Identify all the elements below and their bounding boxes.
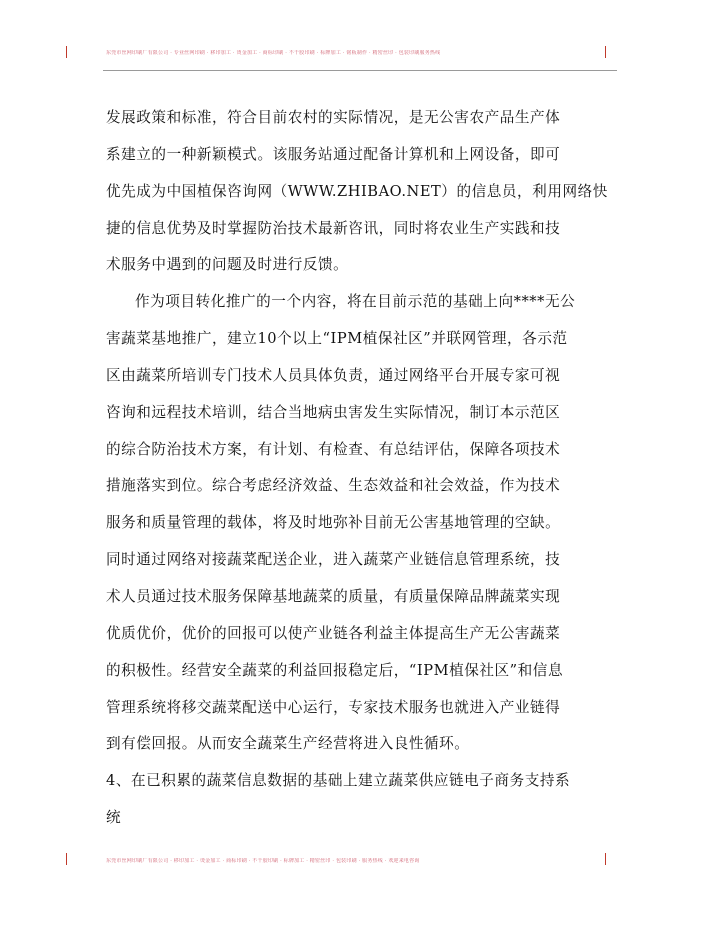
body-line: 的综合防治技术方案，有计划、有检查、有总结评估，保障各项技术 (106, 440, 561, 458)
body-line: 措施落实到位。综合考虑经济效益、生态效益和社会效益，作为技术 (106, 477, 561, 495)
body-line: 优先成为中国植保咨询网（WWW.ZHIBAO.NET）的信息员，利用网络快 (106, 182, 608, 200)
body-line: 咨询和远程技术培训，结合当地病虫害发生实际情况，制订本示范区 (106, 403, 561, 421)
body-line: 作为项目转化推广的一个内容，将在目前示范的基础上向****无公 (135, 293, 576, 311)
body-line: 优质优价，优价的回报可以使产业链各利益主体提高生产无公害蔬菜 (106, 624, 561, 642)
document-body (106, 104, 612, 841)
header-rule (103, 70, 617, 71)
body-line: 服务和质量管理的载体，将及时地弥补目前无公害基地管理的空缺。 (106, 514, 561, 532)
body-line: 系建立的一种新颖模式。该服务站通过配备计算机和上网设备，即可 (106, 145, 561, 163)
header-banner: 东莞市丝网印刷厂有限公司 · 专业丝网印刷 · 移印加工 · 烫金加工 · 商标印刷 · 不干胶印刷 · 标牌加工 · 铭板制作 · 精密丝印 · 包装印刷服务热线 (106, 50, 441, 56)
body-line: 同时通过网络对接蔬菜配送企业，进入蔬菜产业链信息管理系统，技 (106, 551, 561, 569)
footer-banner: 东莞市丝网印刷厂有限公司 · 移印加工 · 烫金加工 · 商标印刷 · 不干胶印刷 · 标牌加工 · 精密丝印 · 包装印刷 · 服务热线 · 欢迎来电咨询 (106, 858, 420, 864)
header-corner-mark-left (66, 46, 67, 58)
body-line: 捷的信息优势及时掌握防治技术最新咨讯，同时将农业生产实践和技 (106, 219, 561, 237)
body-line: 害蔬菜基地推广，建立10个以上“IPM植保社区”并联网管理，各示范 (106, 330, 568, 348)
footer-corner-mark-right (605, 853, 606, 865)
numbered-heading-line: 4、在已积累的蔬菜信息数据的基础上建立蔬菜供应链电子商务支持系 (106, 772, 571, 790)
body-line: 区由蔬菜所培训专门技术人员具体负责，通过网络平台开展专家可视 (106, 366, 561, 384)
header-corner-mark-right (605, 46, 606, 58)
numbered-heading-line: 统 (106, 809, 122, 827)
body-line: 管理系统将移交蔬菜配送中心运行，专家技术服务也就进入产业链得 (106, 698, 561, 716)
body-line: 的积极性。经营安全蔬菜的利益回报稳定后，“IPM植保社区”和信息 (106, 661, 564, 679)
body-line: 到有偿回报。从而安全蔬菜生产经营将进入良性循环。 (106, 735, 470, 753)
body-line: 发展政策和标准，符合目前农村的实际情况，是无公害农产品生产体 (106, 109, 561, 126)
footer-corner-mark-left (66, 853, 67, 865)
body-line: 术服务中遇到的问题及时进行反馈。 (106, 256, 349, 274)
body-line: 术人员通过技术服务保障基地蔬菜的质量，有质量保障品牌蔬菜实现 (106, 587, 561, 605)
